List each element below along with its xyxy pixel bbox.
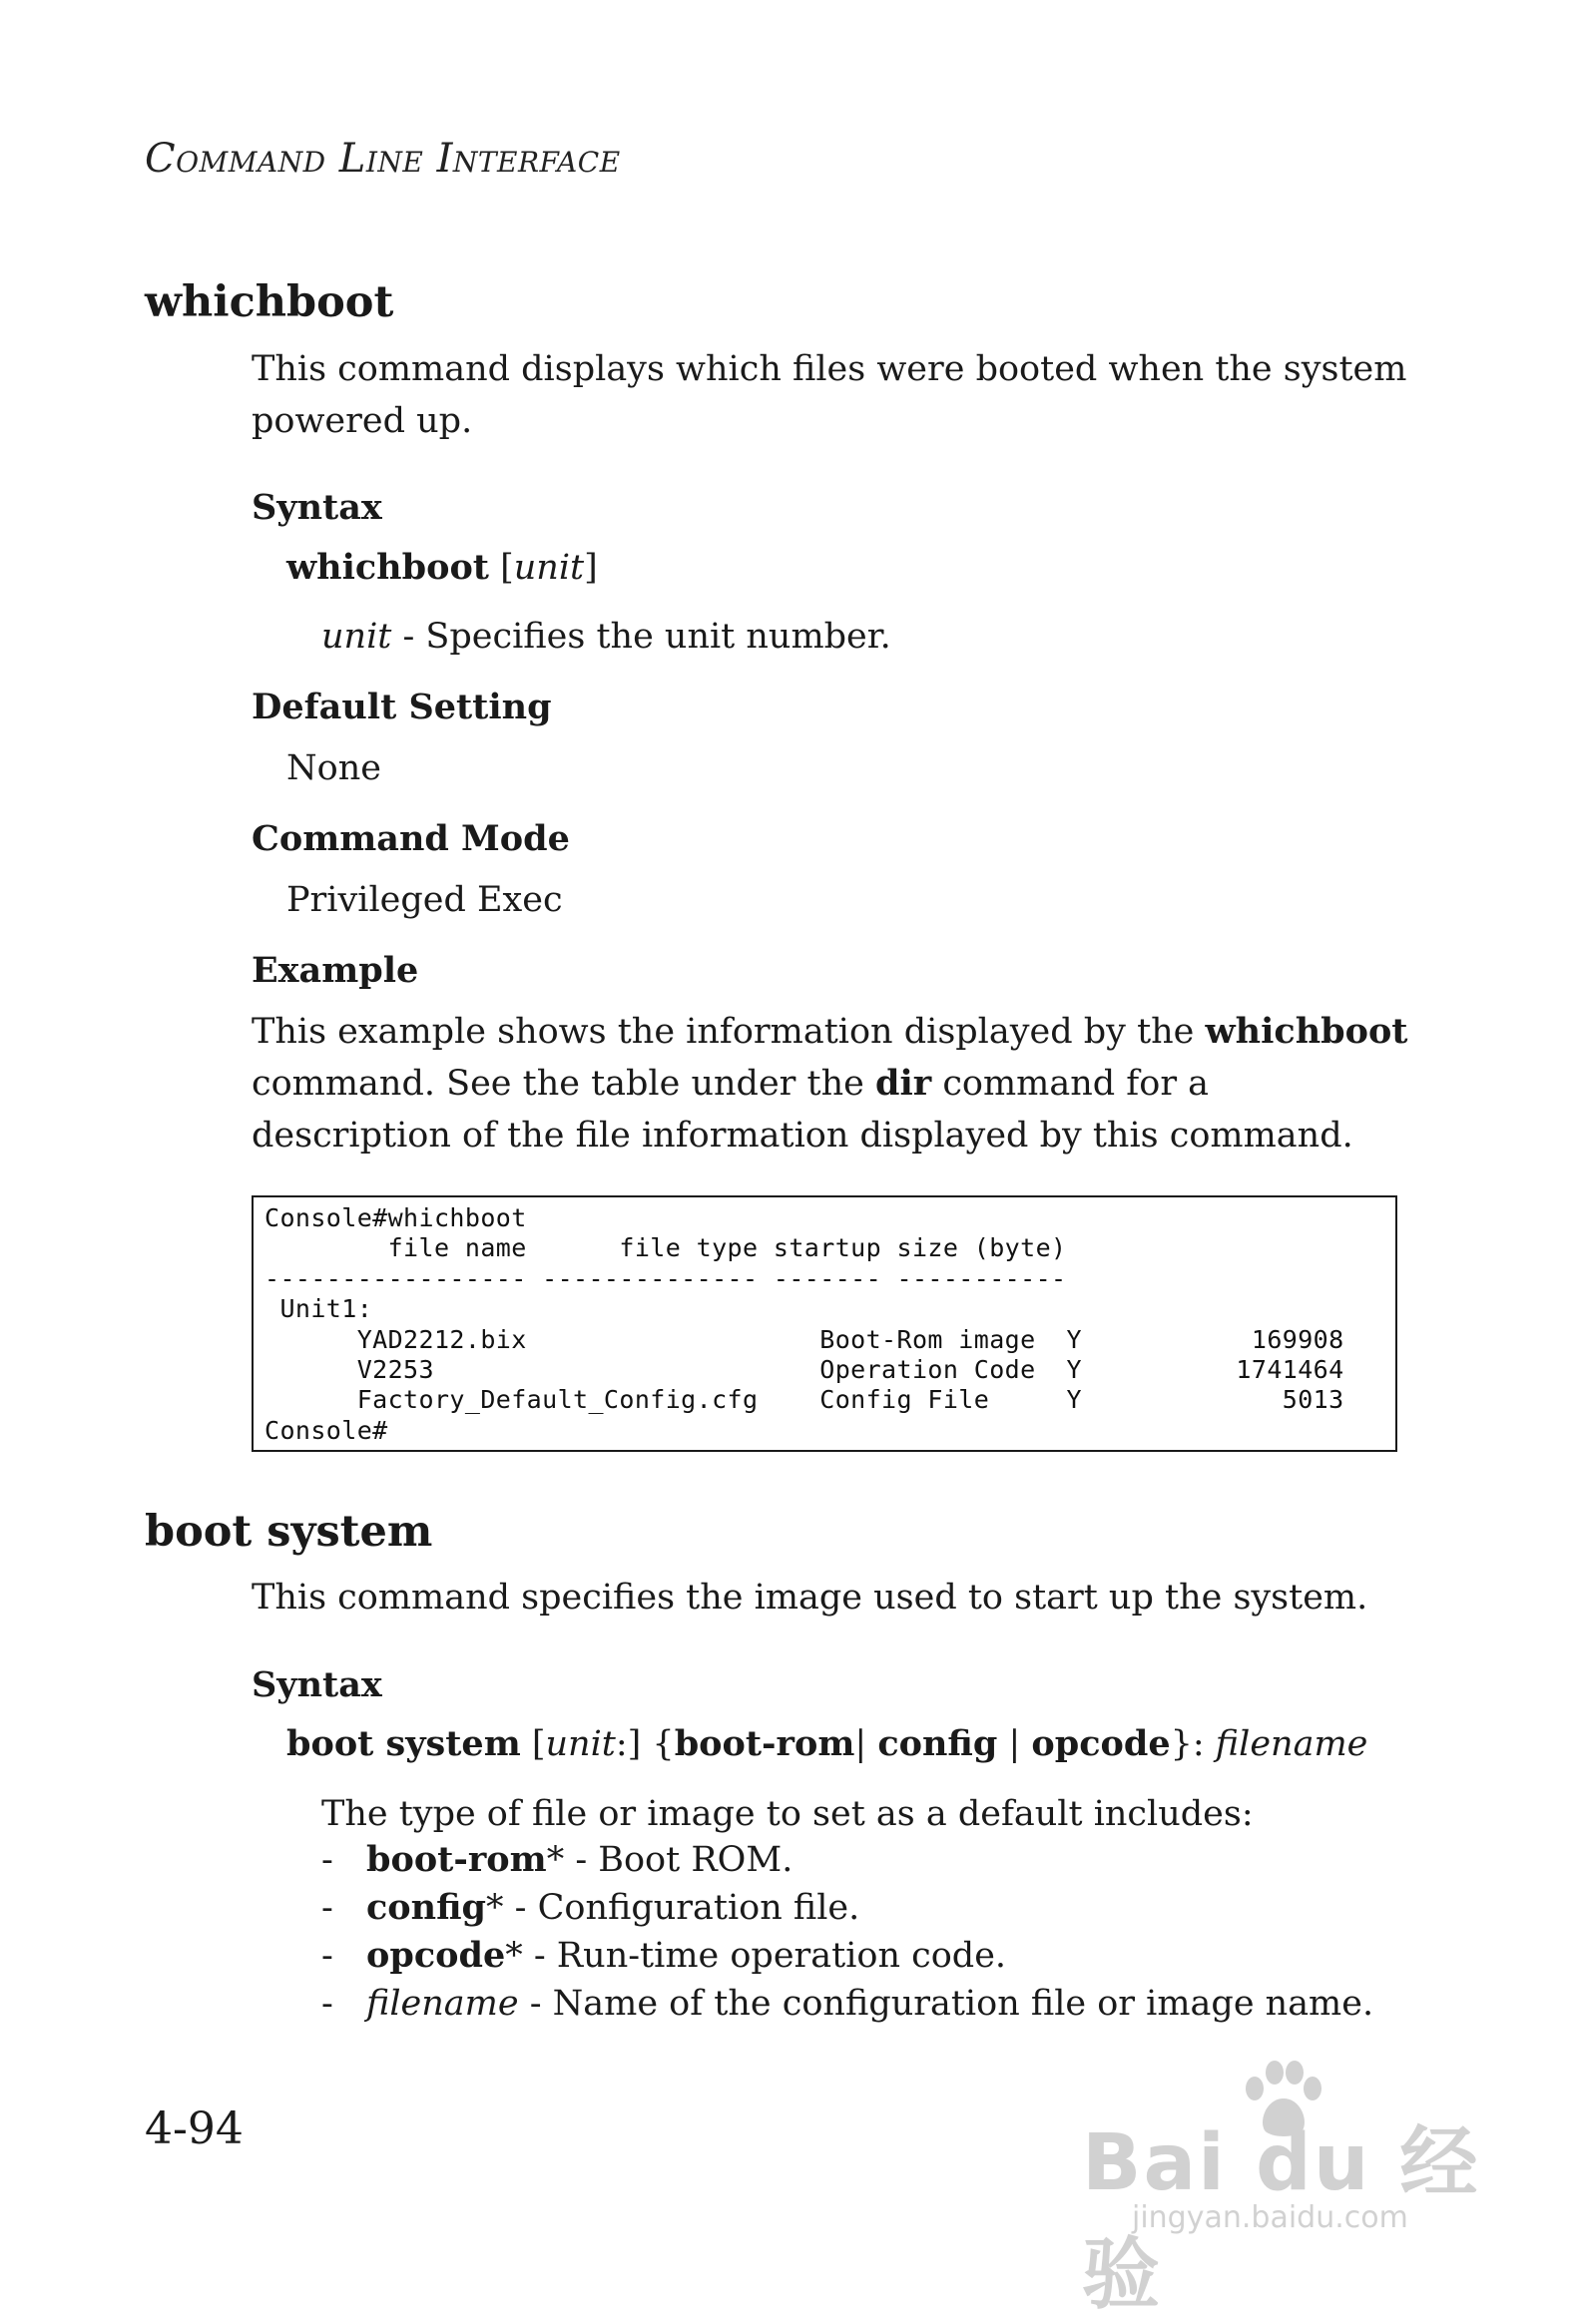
list-item: [321, 1980, 1373, 2028]
list-dash: -: [321, 1840, 333, 1880]
list-desc: - Name of the configuration file or image name.: [518, 1984, 1374, 2024]
example-heading: Example: [252, 950, 419, 991]
syntax2-sep: |: [854, 1724, 878, 1764]
watermark-brand: Bai du 经验: [1082, 2118, 1480, 2320]
watermark-url: jingyan.baidu.com: [1132, 2200, 1408, 2235]
console-line: Factory_Default_Config.cfg Config File Y 5013: [264, 1385, 1344, 1415]
example-bold-whichboot: whichboot: [1205, 1011, 1408, 1052]
syntax-heading: Syntax: [252, 487, 382, 528]
console-line: Console#: [264, 1415, 388, 1445]
list-item: [321, 1884, 1373, 1932]
syntax2-brace-open: :] {: [615, 1724, 675, 1764]
example-text-2: command. See the table under the: [252, 1064, 875, 1104]
syntax-command: whichboot: [286, 547, 489, 588]
param-name: unit: [321, 617, 392, 657]
console-line: ----------------- -------------- ------- -----------: [264, 1263, 1067, 1293]
param-desc: - Specifies the unit number.: [391, 617, 891, 657]
syntax-heading-2: Syntax: [252, 1664, 382, 1705]
list-item: [321, 1932, 1373, 1980]
list-desc: * - Configuration file.: [486, 1888, 860, 1928]
console-output-box: [252, 1195, 1397, 1452]
list-desc: * - Boot ROM.: [546, 1840, 793, 1880]
syntax-bracket-close: ]: [584, 548, 598, 588]
syntax-param: unit: [513, 548, 585, 588]
example-text-3: command for a description of the file information displayed by this command.: [252, 1064, 1353, 1156]
example-paragraph: [252, 1006, 1409, 1162]
console-line: file name file type startup size (byte): [264, 1233, 1067, 1263]
list-term: config: [366, 1887, 487, 1928]
syntax2-opt-boot-rom: boot-rom: [674, 1723, 855, 1764]
section-intro: This command displays which files were booted when the system powered up.: [252, 349, 1407, 441]
syntax2-command: boot system: [286, 1723, 521, 1764]
console-line: Unit1:: [264, 1294, 373, 1324]
section-title-whichboot: whichboot: [145, 277, 394, 327]
syntax-line: [286, 542, 598, 594]
boot-system-syntax-line: [286, 1718, 1367, 1770]
syntax2-filename: filename: [1215, 1724, 1368, 1764]
default-setting-heading: Default Setting: [252, 687, 552, 727]
list-desc: * - Run-time operation code.: [505, 1936, 1007, 1976]
syntax2-brace-close: }:: [1170, 1724, 1216, 1764]
list-dash: -: [321, 1936, 333, 1976]
list-term: filename: [366, 1984, 519, 2024]
command-mode-value: Privileged Exec: [286, 880, 563, 920]
console-line: YAD2212.bix Boot-Rom image Y 169908: [264, 1324, 1344, 1354]
syntax2-opt-config: config: [877, 1723, 998, 1764]
syntax2-unit: unit: [545, 1724, 616, 1764]
console-output: [264, 1203, 1384, 1446]
command-mode-heading: Command Mode: [252, 818, 570, 859]
list-dash: -: [321, 1888, 333, 1928]
types-list: [321, 1836, 1373, 2028]
section-title-boot-system: boot system: [145, 1507, 433, 1557]
section2-intro: This command specifies the image used to start up the system.: [252, 1578, 1368, 1618]
syntax2-sep: |: [997, 1724, 1032, 1764]
running-header: Command Line Interface: [145, 136, 621, 182]
syntax-bracket-open: [: [488, 548, 514, 588]
baidu-watermark: [1082, 2061, 1481, 2320]
default-setting-value: None: [286, 748, 381, 788]
list-term: opcode: [366, 1935, 506, 1976]
console-line: V2253 Operation Code Y 1741464: [264, 1355, 1344, 1385]
types-intro: The type of file or image to set as a default includes:: [321, 1794, 1254, 1834]
param-description: [321, 611, 891, 663]
example-text-1: This example shows the information displayed by the: [252, 1012, 1206, 1052]
list-item: [321, 1836, 1373, 1884]
console-line: Console#whichboot: [264, 1203, 527, 1232]
example-bold-dir: dir: [874, 1063, 932, 1104]
syntax2-bracket: [: [520, 1724, 546, 1764]
list-term: boot-rom: [366, 1839, 547, 1880]
syntax2-opt-opcode: opcode: [1031, 1723, 1171, 1764]
page-number: 4-94: [145, 2103, 244, 2154]
list-dash: -: [321, 1984, 333, 2024]
